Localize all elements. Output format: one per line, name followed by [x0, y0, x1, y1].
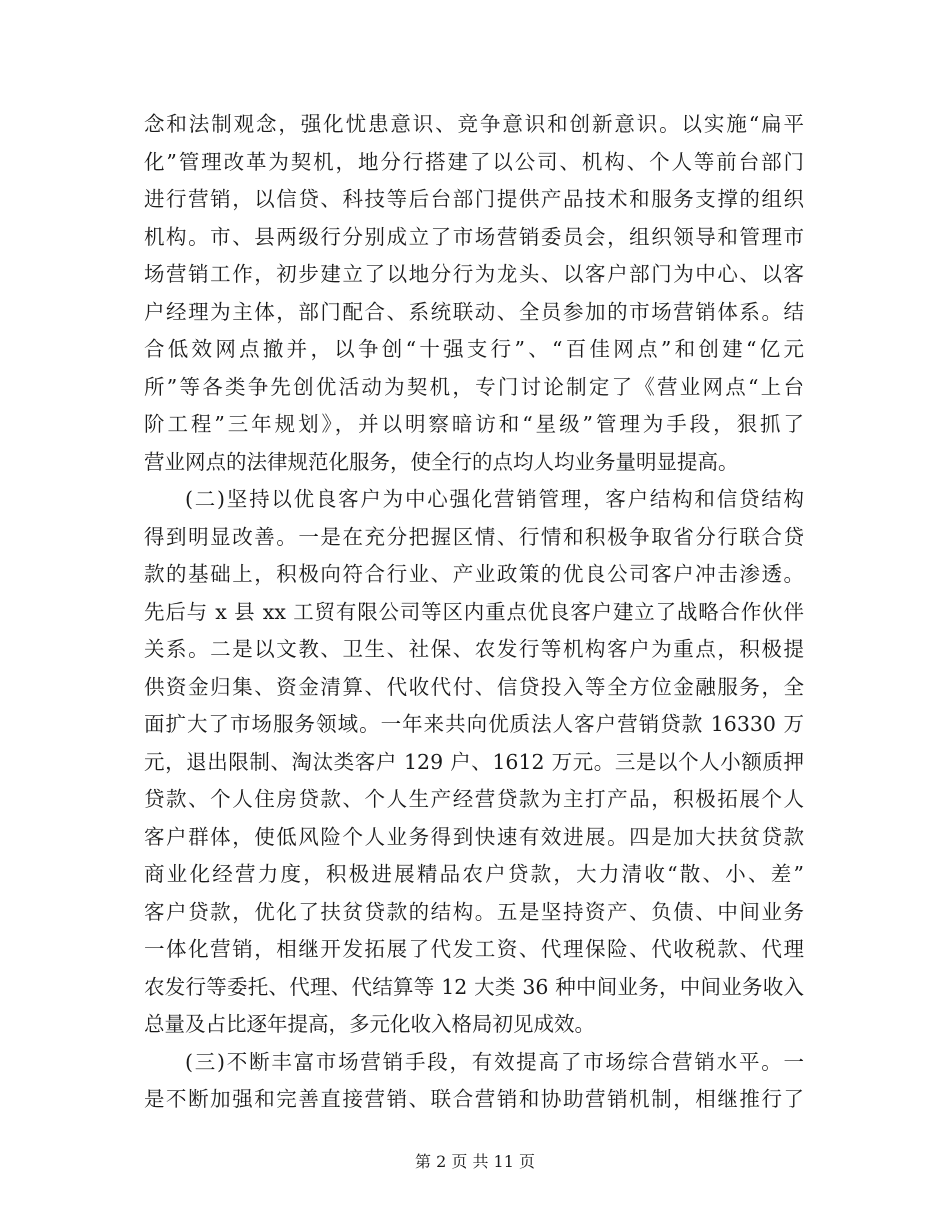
- text-line: 款的基础上，积极向符合行业、产业政策的优良公司客户冲击渗透。: [144, 562, 804, 586]
- text-line: 总量及占比逐年提高，多元化收入格局初见成效。: [144, 1012, 595, 1036]
- text-line: 得到明显改善。一是在充分把握区情、行情和积极争取省分行联合贷: [144, 524, 804, 549]
- paragraph-first-line: (二)坚持以优良客户为中心强化营销管理，客户结构和信贷结构: [185, 487, 804, 511]
- text-line: 户经理为主体，部门配合、系统联动、全员参加的市场营销体系。结: [144, 299, 804, 324]
- text-line: 客户群体，使低风险个人业务得到快速有效进展。四是加大扶贫贷款: [144, 824, 804, 849]
- text-line: 进行营销，以信贷、科技等后台部门提供产品技术和服务支撑的组织: [144, 187, 804, 211]
- text-line: 所”等各类争先创优活动为契机，专门讨论制定了《营业网点“上台: [144, 374, 804, 399]
- text-line: 营业网点的法律规范化服务，使全行的点均人均业务量明显提高。: [144, 449, 739, 474]
- text-line: 面扩大了市场服务领域。一年来共向优质法人客户营销贷款 16330 万: [144, 712, 804, 736]
- text-line: 阶工程”三年规划》，并以明察暗访和“星级”管理为手段，狠抓了: [144, 412, 804, 436]
- text-line: 是不断加强和完善直接营销、联合营销和协助营销机制，相继推行了: [144, 1087, 804, 1111]
- text-line: 念和法制观念，强化忧患意识、竞争意识和创新意识。以实施“扁平: [144, 112, 804, 136]
- text-line: 关系。二是以文教、卫生、社保、农发行等机构客户为重点，积极提: [144, 637, 804, 661]
- text-line: 商业化经营力度，积极进展精品农户贷款，大力清收“散、小、差”: [144, 862, 804, 886]
- text-line: 先后与 x 县 xx 工贸有限公司等区内重点优良客户建立了战略合作伙伴: [144, 599, 804, 624]
- text-line: 场营销工作，初步建立了以地分行为龙头、以客户部门为中心、以客: [144, 262, 804, 286]
- text-line: 一体化营销，相继开发拓展了代发工资、代理保险、代收税款、代理: [144, 937, 804, 961]
- text-line: 贷款、个人住房贷款、个人生产经营贷款为主打产品，积极拓展个人: [144, 787, 804, 811]
- text-line: 供资金归集、资金清算、代收代付、信贷投入等全方位金融服务，全: [144, 674, 804, 699]
- text-line: 农发行等委托、代理、代结算等 12 大类 36 种中间业务，中间业务收入: [144, 974, 804, 999]
- text-line: 客户贷款，优化了扶贫贷款的结构。五是坚持资产、负债、中间业务: [144, 899, 804, 924]
- text-line: 合低效网点撤并，以争创“十强支行”、“百佳网点”和创建“亿元: [144, 337, 804, 361]
- document-body: [144, 106, 804, 1119]
- page-number-footer: 第 2 页 共 11 页: [415, 1152, 535, 1171]
- text-line: 机构。市、县两级行分别成立了市场营销委员会，组织领导和管理市: [144, 224, 804, 249]
- paragraph-first-line: (三)不断丰富市场营销手段，有效提高了市场综合营销水平。一: [185, 1049, 804, 1074]
- text-line: 化”管理改革为契机，地分行搭建了以公司、机构、个人等前台部门: [144, 149, 804, 174]
- text-line: 元，退出限制、淘汰类客户 129 户、1612 万元。三是以个人小额质押: [144, 749, 804, 774]
